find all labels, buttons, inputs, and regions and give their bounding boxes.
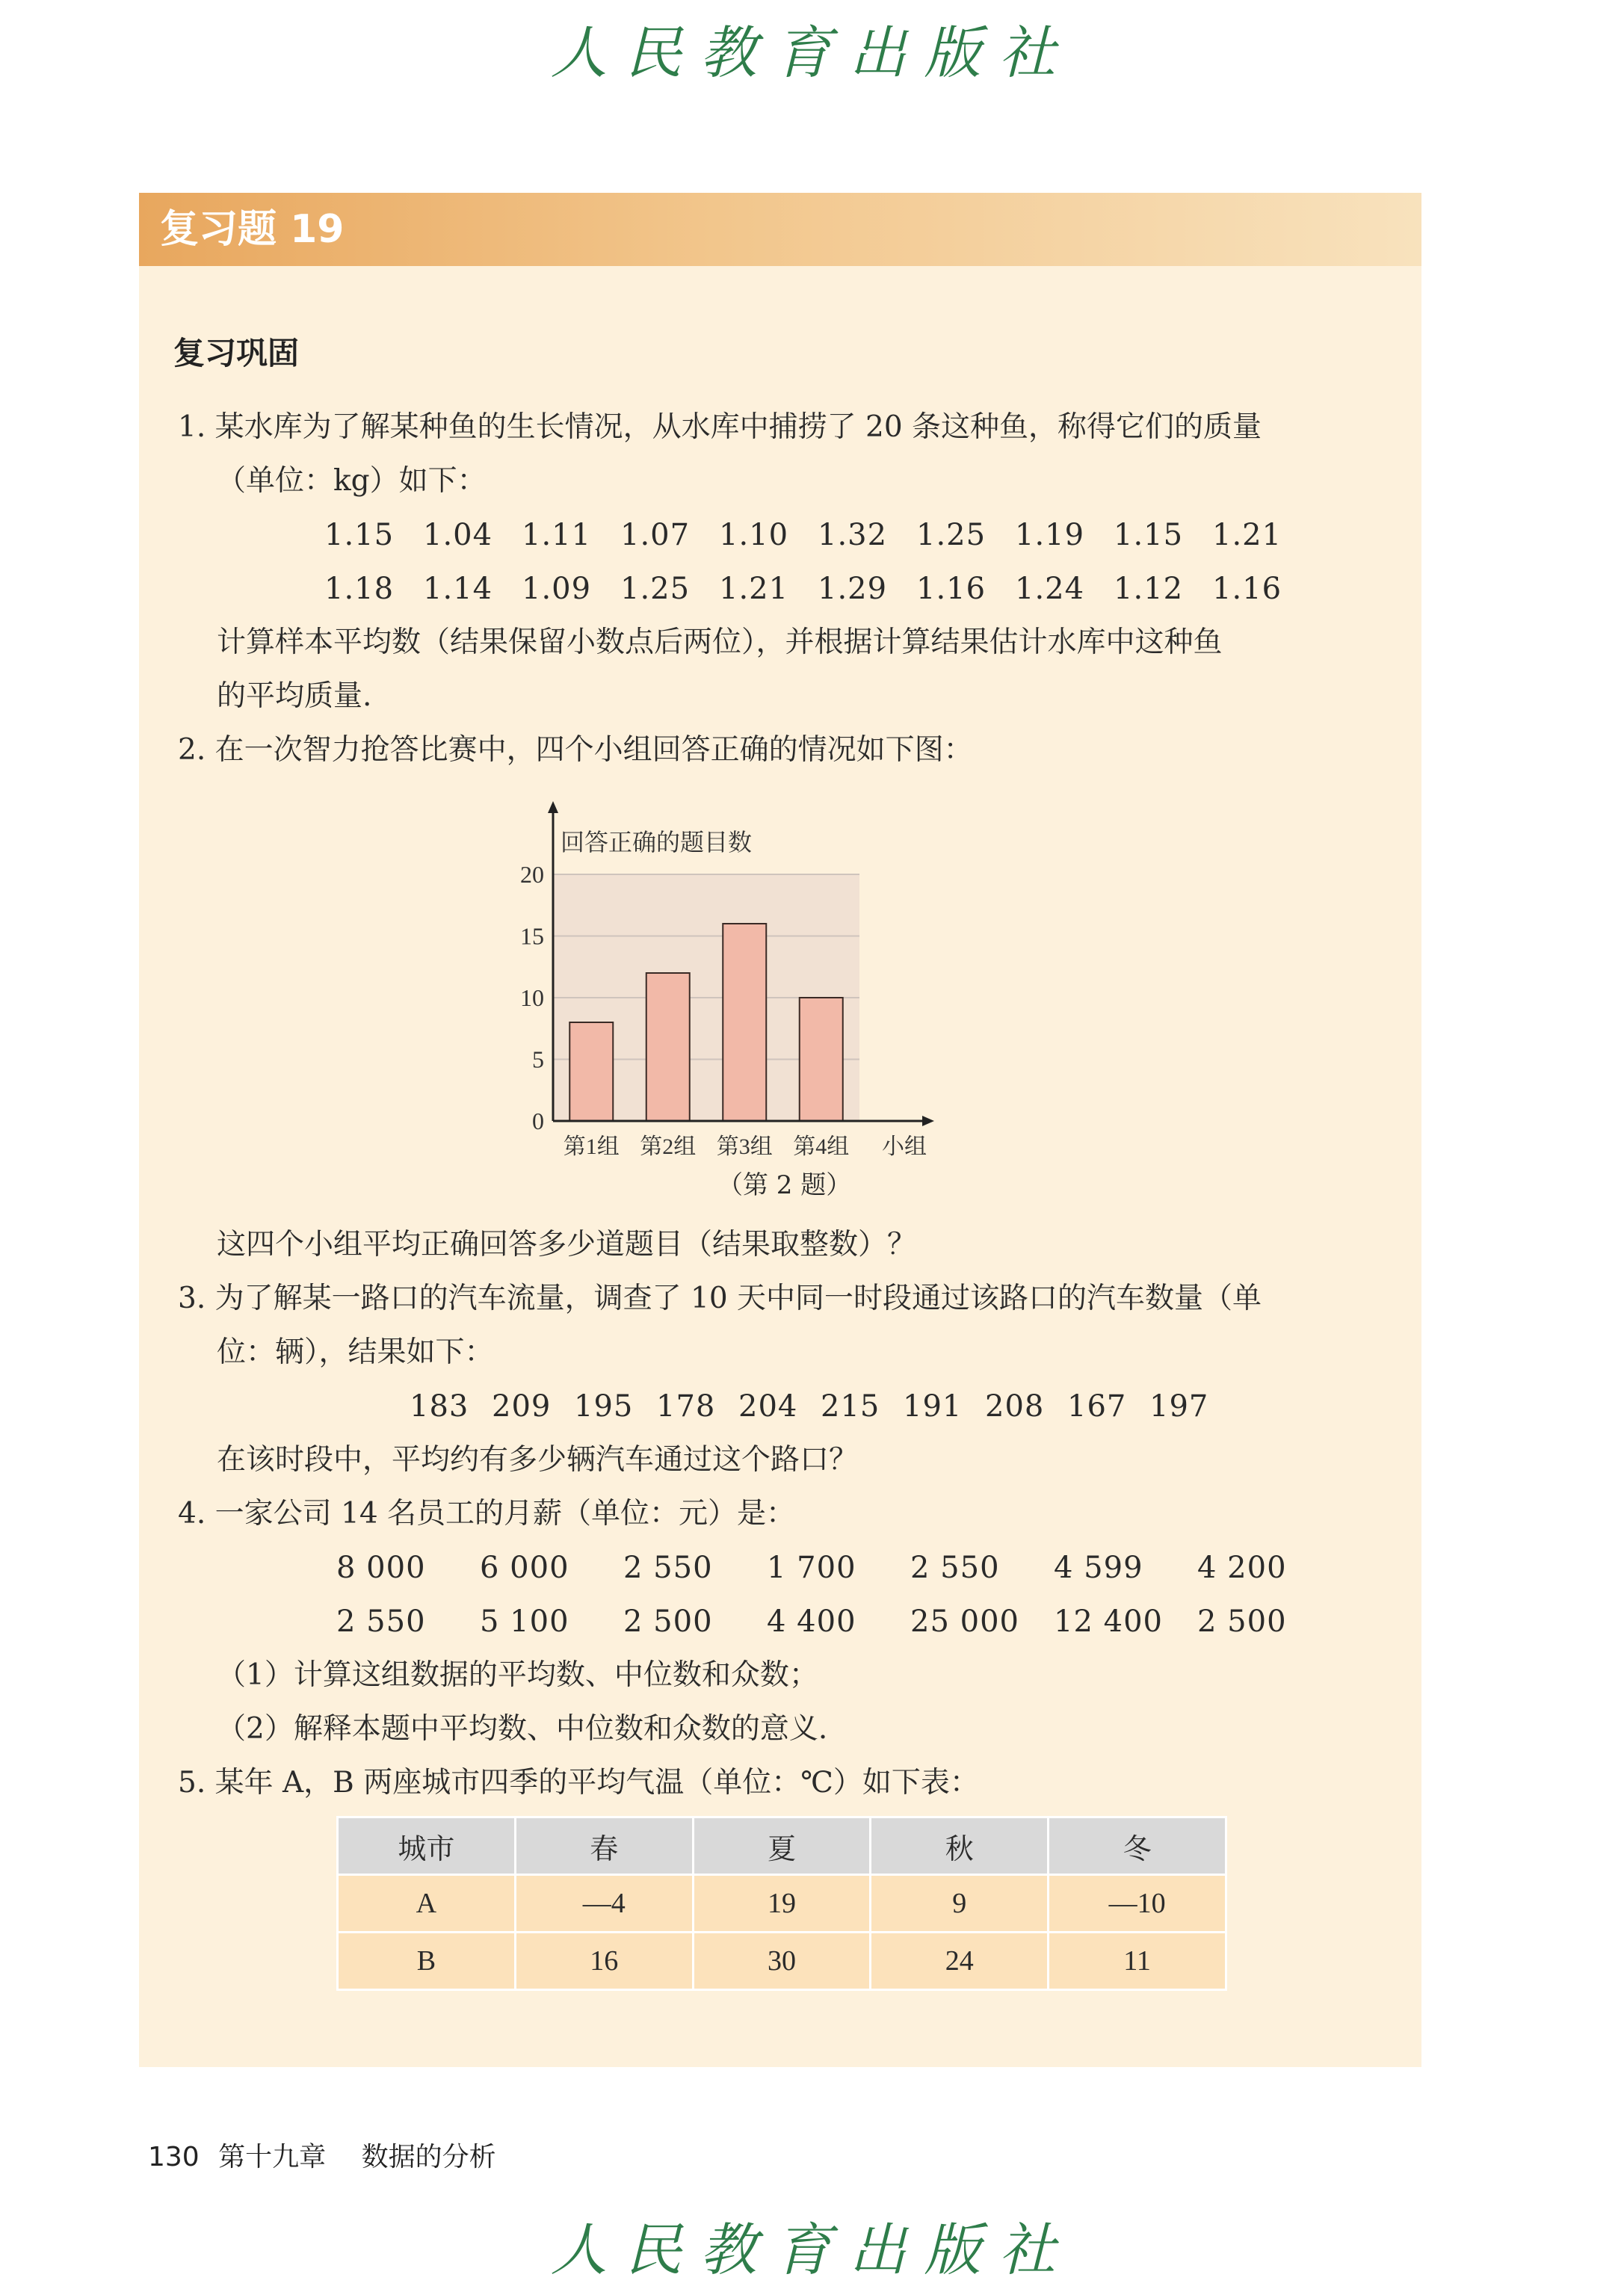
q2-question: 这四个小组平均正确回答多少道题目（结果取整数）？ [217,1228,917,1261]
chapter-title: 数据的分析 [361,2142,496,2172]
y-tick-label: 0 [532,1108,544,1134]
data-value: 1.21 [1212,518,1282,552]
q4-sub1: （1）计算这组数据的平均数、中位数和众数； [217,1658,818,1692]
chart-caption: （第 2 题） [717,1170,852,1200]
header-city: 城市 [338,1817,516,1875]
header-autumn: 秋 [871,1817,1049,1875]
bar [646,973,690,1121]
page-footer [148,2136,496,2174]
q3-data-row [410,1387,1232,1426]
data-value: 1.32 [818,518,888,552]
y-axis-arrow [548,801,558,813]
table-cell: A [338,1875,516,1933]
q2-line1: 2. 在一次智力抢答比赛中，四个小组回答正确的情况如下图： [178,733,973,767]
bar [800,998,843,1121]
x-axis-arrow [922,1116,934,1126]
y-tick-label: 5 [532,1045,544,1073]
data-value: 1.16 [1212,572,1282,606]
data-value: 2 550 [623,1551,713,1585]
data-value: 183 [410,1389,469,1424]
data-value: 1 700 [767,1551,856,1585]
y-tick-label: 20 [520,861,544,888]
q4-data-row-1 [336,1548,1341,1587]
banner-title: 复习题 19 [160,207,345,252]
data-value: 195 [574,1389,634,1424]
q4-line1: 4. 一家公司 14 名员工的月薪（单位：元）是： [178,1497,796,1530]
x-tick-label: 第1组 [563,1134,620,1159]
data-value: 4 599 [1054,1551,1143,1585]
table-cell: 11 [1049,1933,1226,1990]
header-winter: 冬 [1049,1817,1226,1875]
table-cell: 30 [693,1933,871,1990]
data-value: 1.04 [423,518,493,552]
y-axis-label: 回答正确的题目数 [561,829,753,856]
data-value: 25 000 [910,1604,1019,1639]
data-value: 8 000 [336,1551,426,1585]
data-value: 4 200 [1197,1551,1287,1585]
data-value: 5 100 [480,1604,569,1639]
data-value: 4 400 [767,1604,856,1639]
x-tick-label: 第3组 [716,1134,773,1159]
x-axis-label: 小组 [882,1134,927,1159]
data-value: 1.21 [719,572,789,606]
q1-line4: 的平均质量. [217,679,372,713]
q3-line2: 位：辆），结果如下： [217,1335,494,1369]
data-value: 1.15 [324,518,395,552]
table-cell: 19 [693,1875,871,1933]
data-value: 1.25 [916,518,987,552]
bar-chart [478,792,1076,1211]
table-cell: —10 [1049,1875,1226,1933]
data-value: 178 [656,1389,716,1424]
table-cell: 24 [871,1933,1049,1990]
header-summer: 夏 [693,1817,871,1875]
table-cell: B [338,1933,516,1990]
y-tick-label: 10 [520,984,544,1011]
table-cell: 9 [871,1875,1049,1933]
x-tick-label: 第4组 [793,1134,850,1159]
x-tick-label: 第2组 [640,1134,697,1159]
table-header-row [338,1817,1226,1875]
bar [723,924,766,1121]
chapter-label: 第十九章 [218,2142,327,2172]
data-value: 208 [985,1389,1045,1424]
page-number: 130 [148,2142,200,2172]
q4-data-row-2 [336,1602,1341,1641]
table-cell: —4 [515,1875,693,1933]
data-value: 1.11 [522,518,592,552]
data-value: 1.19 [1015,518,1085,552]
q1-line2: （单位：kg）如下： [217,464,487,498]
q1-line3: 计算样本平均数（结果保留小数点后两位），并根据计算结果估计水库中这种鱼 [217,626,1223,659]
data-value: 191 [903,1389,963,1424]
data-value: 1.09 [522,572,592,606]
q1-line1: 1. 某水库为了解某种鱼的生长情况，从水库中捕捞了 20 条这种鱼，称得它们的质量 [178,410,1262,444]
data-value: 1.29 [818,572,888,606]
data-value: 1.10 [719,518,789,552]
y-tick-label: 15 [520,922,544,950]
data-value: 6 000 [480,1551,569,1585]
data-value: 1.07 [620,518,691,552]
data-value: 2 550 [910,1551,1000,1585]
table-cell: 16 [515,1933,693,1990]
data-value: 1.24 [1015,572,1085,606]
data-value: 2 500 [623,1604,713,1639]
data-value: 197 [1149,1389,1209,1424]
publisher-logo-top: 人民教育出版社 [550,19,1074,86]
data-value: 215 [821,1389,880,1424]
data-value: 1.25 [620,572,691,606]
q3-line3: 在该时段中，平均约有多少辆汽车通过这个路口？ [217,1443,859,1477]
data-value: 12 400 [1054,1604,1163,1639]
q3-line1: 3. 为了解某一路口的汽车流量，调查了 10 天中同一时段通过该路口的汽车数量（单 [178,1282,1262,1315]
q5-line1: 5. 某年 A，B 两座城市四季的平均气温（单位：℃）如下表： [178,1766,979,1800]
data-value: 1.16 [916,572,987,606]
temperature-table [336,1816,1227,1991]
q1-data-row-1 [324,516,1311,555]
data-value: 2 550 [336,1604,426,1639]
data-value: 204 [738,1389,798,1424]
publisher-logo-bottom: 人民教育出版社 [550,2217,1074,2283]
data-value: 1.15 [1114,518,1184,552]
data-value: 1.18 [324,572,395,606]
q4-sub2: （2）解释本题中平均数、中位数和众数的意义. [217,1712,828,1746]
data-value: 167 [1067,1389,1127,1424]
header-spring: 春 [515,1817,693,1875]
bar [569,1022,613,1121]
data-value: 2 500 [1197,1604,1287,1639]
data-value: 1.14 [423,572,493,606]
data-value: 1.12 [1114,572,1184,606]
data-value: 209 [492,1389,552,1424]
q1-data-row-2 [324,569,1311,608]
table-row [338,1933,1226,1990]
section-heading: 复习巩固 [173,335,300,371]
table-row [338,1875,1226,1933]
